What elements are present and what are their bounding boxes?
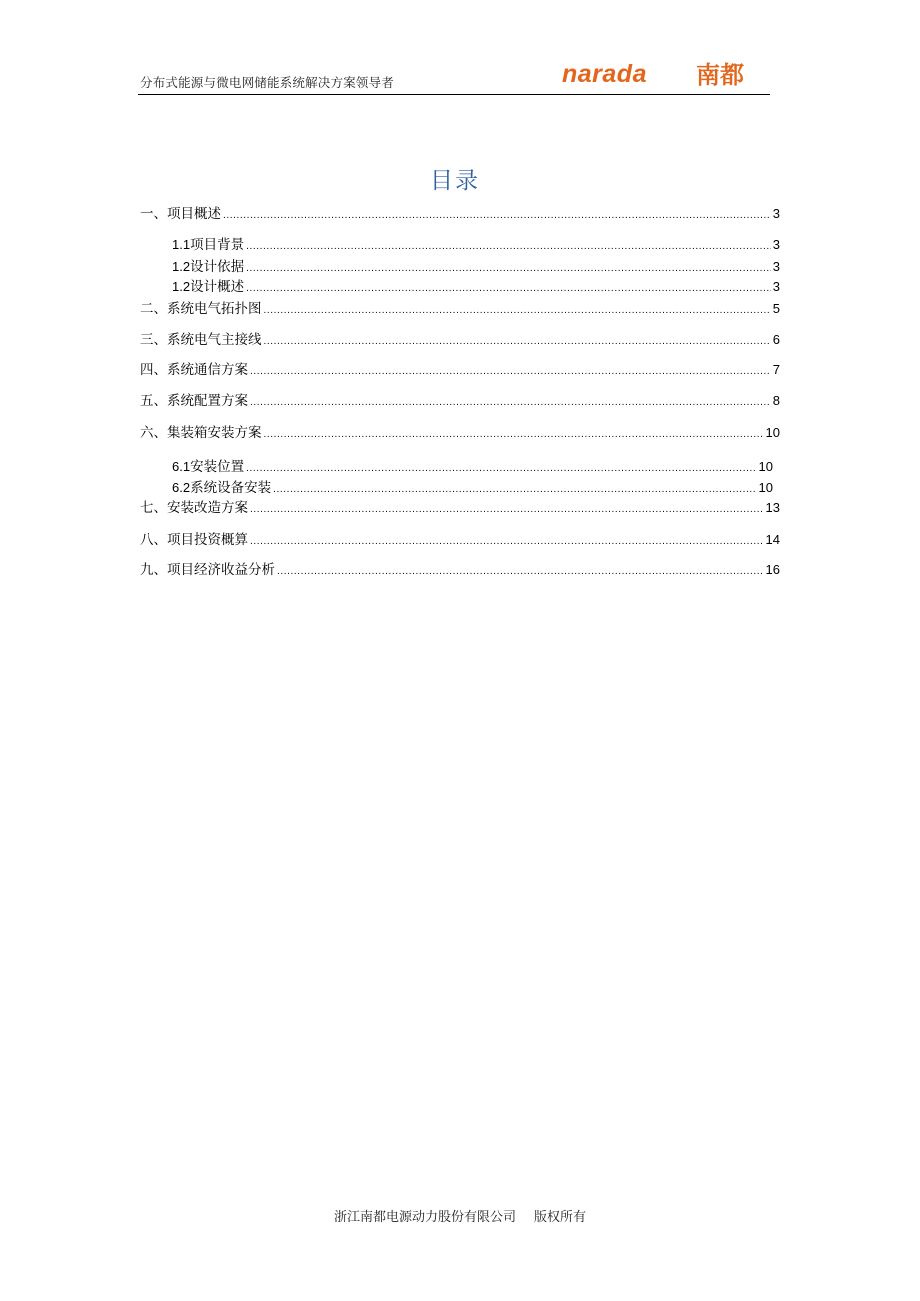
toc-page-number: 3 — [772, 259, 780, 274]
toc-entry-prefix: 七、 — [140, 500, 167, 516]
toc-dot-leader — [250, 536, 764, 547]
toc-subentry[interactable] — [172, 455, 773, 475]
toc-dot-leader — [277, 566, 764, 577]
toc-dot-leader — [250, 366, 771, 377]
toc-entry-prefix: 二、 — [140, 301, 167, 317]
toc-entry-text: 项目背景 — [190, 237, 245, 253]
toc-entry-text: 项目概述 — [167, 206, 221, 222]
toc-entry[interactable] — [140, 202, 780, 222]
toc-page-number: 8 — [772, 393, 780, 408]
toc-dot-leader — [250, 397, 771, 408]
toc-page-number: 6 — [772, 332, 780, 347]
toc-dot-leader — [246, 283, 771, 294]
toc-entry-text: 系统设备安装 — [190, 480, 272, 496]
toc-title: 目录 — [430, 168, 480, 194]
toc-page-number: 16 — [765, 562, 780, 577]
toc-dot-leader — [273, 484, 756, 495]
toc-entry[interactable] — [140, 528, 780, 548]
toc-subentry[interactable] — [172, 275, 780, 295]
toc-dot-leader — [246, 463, 756, 474]
toc-subentry[interactable] — [172, 233, 780, 253]
logo-text-cn: 南都 — [696, 61, 744, 88]
toc-entry-text: 安装位置 — [190, 459, 245, 475]
header-slogan: 分布式能源与微电网储能系统解决方案领导者 — [140, 75, 395, 90]
toc-entry-prefix: 三、 — [140, 332, 167, 348]
toc-entry-prefix: 1.1 — [172, 237, 191, 252]
toc-entry-text: 安装改造方案 — [167, 500, 248, 516]
toc-entry[interactable] — [140, 358, 780, 378]
toc-entry-prefix: 6.2 — [172, 480, 191, 495]
toc-page-number: 10 — [758, 480, 773, 495]
toc-entry-text: 系统电气拓扑图 — [167, 301, 262, 317]
toc-page-number: 3 — [772, 279, 780, 294]
toc-entry-prefix: 四、 — [140, 362, 167, 378]
toc-entry-prefix: 六、 — [140, 425, 167, 441]
toc-entry-text: 系统通信方案 — [167, 362, 248, 378]
toc-page-number: 14 — [765, 532, 780, 547]
toc-subentry[interactable] — [172, 476, 773, 496]
toc-entry-text: 项目经济收益分析 — [167, 562, 275, 578]
toc-page-number: 5 — [772, 301, 780, 316]
toc-entry-text: 项目投资概算 — [167, 532, 248, 548]
toc-dot-leader — [223, 210, 771, 221]
toc-entry-text: 集装箱安装方案 — [167, 425, 262, 441]
footer-company: 浙江南都电源动力股份有限公司 — [333, 1210, 516, 1225]
toc-page-number: 3 — [772, 237, 780, 252]
toc-dot-leader — [264, 429, 764, 440]
toc-dot-leader — [246, 241, 771, 252]
toc-entry[interactable] — [140, 297, 780, 317]
toc-entry-prefix: 五、 — [140, 393, 167, 409]
toc-subentry[interactable] — [172, 255, 780, 275]
toc-entry[interactable] — [140, 558, 780, 578]
toc-page-number: 10 — [765, 425, 780, 440]
toc-entry-prefix: 1.2 — [172, 259, 191, 274]
toc-entry-prefix: 1.2 — [172, 279, 191, 294]
toc-entry-text: 系统配置方案 — [167, 393, 248, 409]
logo-text-en: narada — [562, 60, 647, 88]
page-footer — [0, 1206, 920, 1225]
toc-entry-text: 设计概述 — [190, 279, 245, 295]
toc-page-number: 10 — [758, 459, 773, 474]
toc-entry-prefix: 八、 — [140, 532, 167, 548]
footer-rights: 版权所有 — [534, 1210, 587, 1225]
toc-page-number: 3 — [772, 206, 780, 221]
toc-entry-prefix: 九、 — [140, 562, 167, 578]
toc-entry[interactable] — [140, 496, 780, 516]
toc-entry-prefix: 6.1 — [172, 459, 191, 474]
toc-dot-leader — [246, 263, 771, 274]
toc-dot-leader — [264, 336, 771, 347]
toc-entry-text: 系统电气主接线 — [167, 332, 262, 348]
toc-entry-text: 设计依据 — [190, 259, 245, 275]
toc-entry[interactable] — [140, 421, 780, 441]
toc-page-number: 13 — [765, 500, 780, 515]
toc-dot-leader — [250, 504, 764, 515]
toc-dot-leader — [264, 305, 771, 316]
toc-entry[interactable] — [140, 328, 780, 348]
toc-page-number: 7 — [772, 362, 780, 377]
toc-entry[interactable] — [140, 389, 780, 409]
toc-entry-prefix: 一、 — [140, 206, 167, 222]
